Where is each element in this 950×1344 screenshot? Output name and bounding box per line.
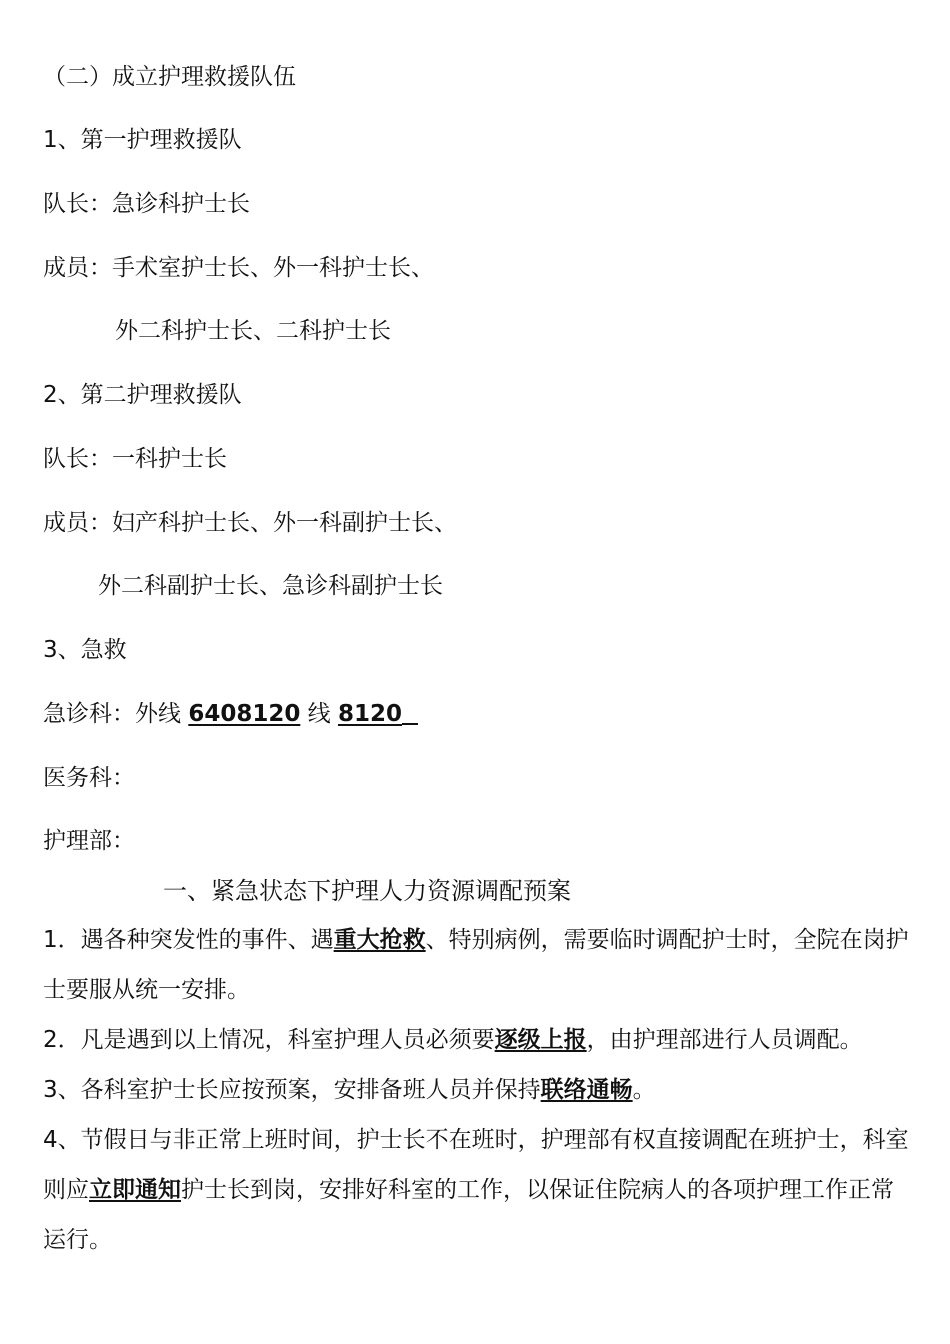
plan-item-3-emphasis: 联络通畅	[540, 1077, 633, 1103]
team2-members-line2: 外二科副护士长、急诊科副护士长	[98, 573, 443, 599]
emergency-phone-line	[43, 699, 418, 729]
team1-leader: 队长：急诊科护士长	[43, 191, 250, 217]
emergency-outline-number: 6408120	[188, 701, 301, 727]
plan-item-1-emphasis: 重大抢救	[333, 927, 426, 953]
plan-item-1-text-rest: 、特别病例，需要临时调配护士时，全院在岗护士要服从统一安排。	[43, 927, 909, 1003]
team1-title: 1、第一护理救援队	[43, 127, 242, 153]
plan-heading: 一、紧急状态下护理人力资源调配预案	[163, 877, 571, 905]
plan-item-1-text: 1．遇各种突发性的事件、遇	[43, 927, 334, 953]
plan-item-2-text-rest: ，由护理部进行人员调配。	[586, 1027, 863, 1053]
plan-item-3	[43, 1065, 911, 1115]
section-title: （二）成立护理救援队伍	[43, 64, 296, 90]
emergency-inline-number: 8120	[337, 701, 402, 727]
plan-item-2-emphasis: 逐级上报	[494, 1027, 587, 1053]
plan-item-4	[43, 1115, 911, 1265]
emergency-label: 急诊科：外线	[43, 701, 189, 727]
plan-item-4-text: 4、节假日与非正常上班时间，护士长不在班时，护理部有权直接调配在班护士，科室则应	[43, 1127, 909, 1203]
blank-underline	[402, 723, 418, 725]
team1-members-line2: 外二科护士长、二科护士长	[115, 318, 391, 344]
team2-title: 2、第二护理救援队	[43, 382, 242, 408]
rescue-title: 3、急救	[43, 637, 127, 663]
plan-item-4-text-rest: 护士长到岗，安排好科室的工作，以保证住院病人的各项护理工作正常运行。	[43, 1177, 894, 1253]
plan-item-4-emphasis: 立即通知	[89, 1177, 181, 1203]
team2-members-line1: 成员：妇产科护士长、外一科副护士长、	[43, 510, 457, 536]
team1-members-line1: 成员：手术室护士长、外一科护士长、	[43, 255, 434, 281]
plan-item-1	[43, 915, 911, 1015]
plan-item-3-text-rest: 。	[632, 1077, 656, 1103]
emergency-mid-label: 线	[300, 701, 338, 727]
nursing-dept-line: 护理部：	[43, 828, 135, 854]
plan-item-2	[43, 1015, 911, 1065]
team2-leader: 队长：一科护士长	[43, 446, 227, 472]
plan-item-2-text: 2．凡是遇到以上情况，科室护理人员必须要	[43, 1027, 495, 1053]
medical-affairs-line: 医务科：	[43, 765, 135, 791]
plan-item-3-text: 3、各科室护士长应按预案，安排备班人员并保持	[43, 1077, 541, 1103]
